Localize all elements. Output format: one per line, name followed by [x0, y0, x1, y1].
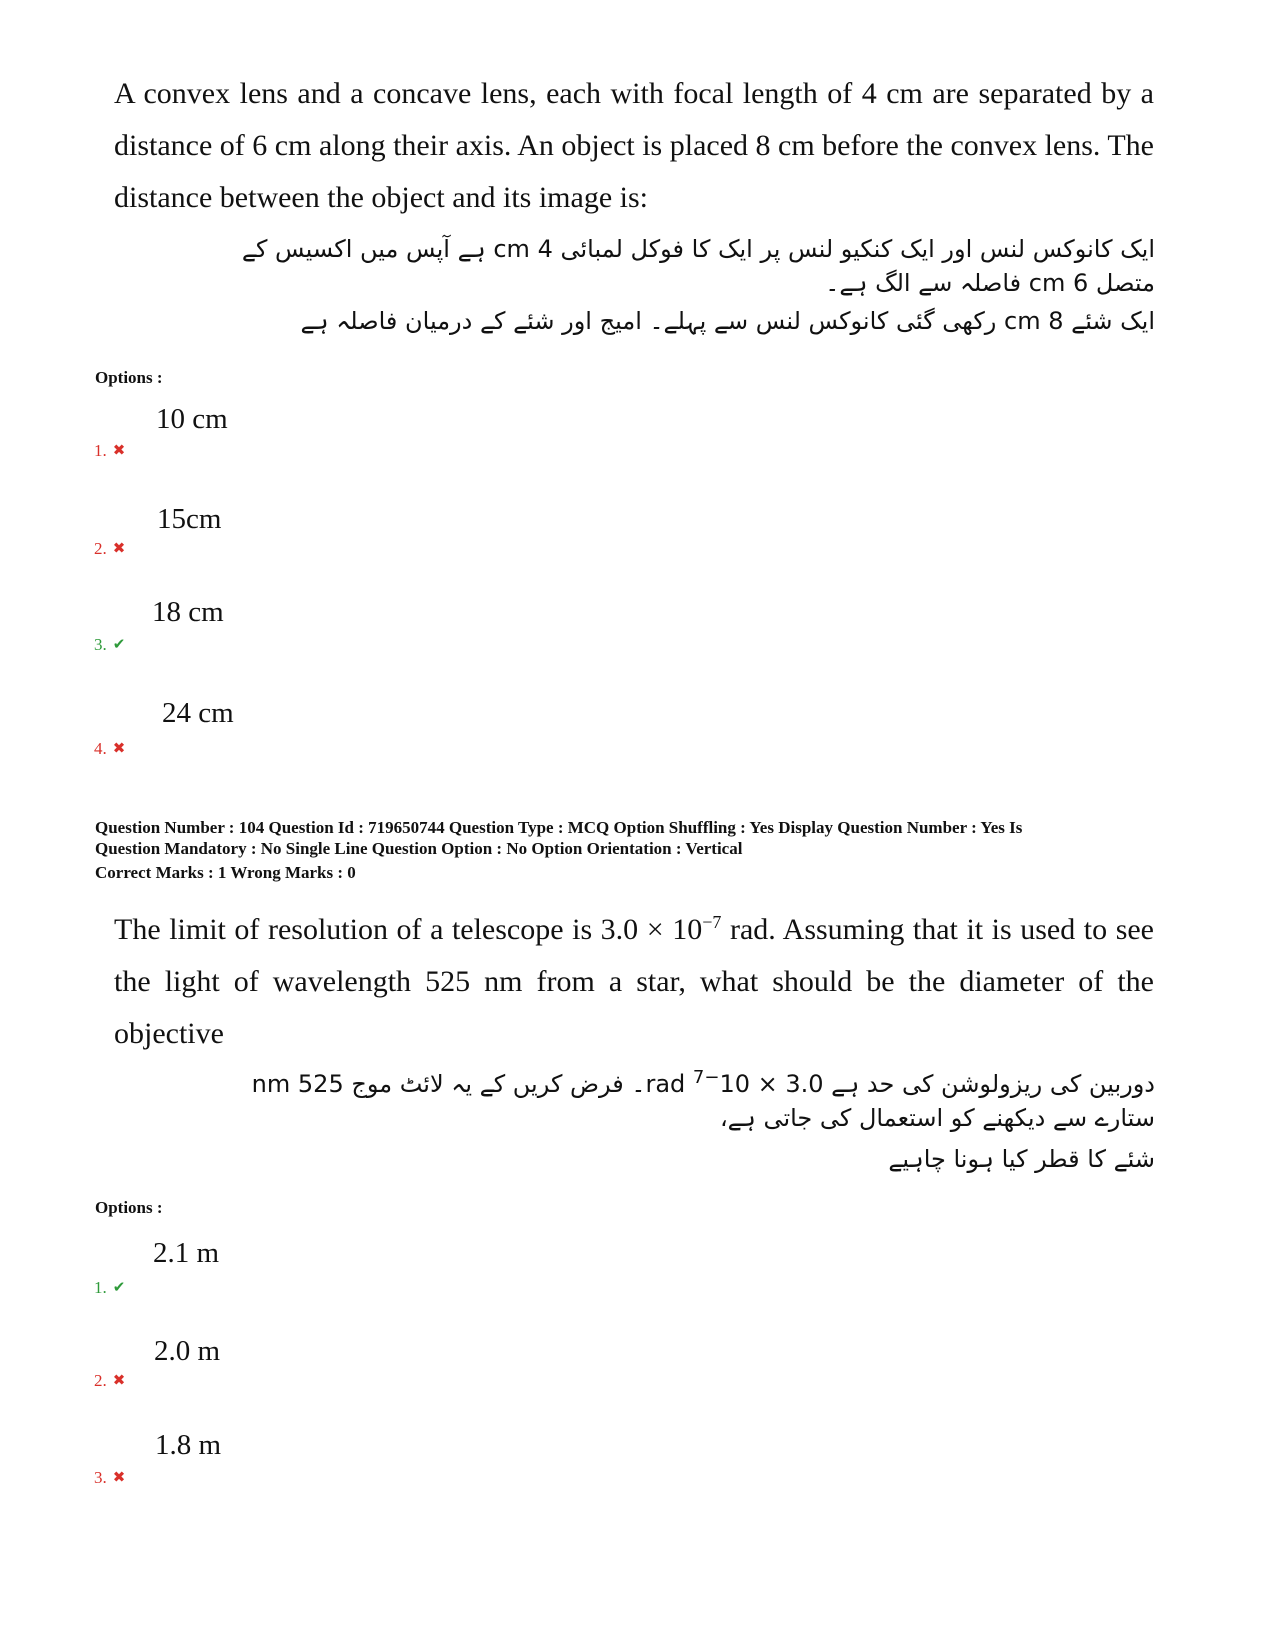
question-text-part: rad. Assuming that it is used to see the light of wavelength 525 nm from a star, what should be the diameter of the objective — [114, 913, 1154, 1050]
cross-mark-icon: ✖ — [112, 741, 126, 757]
option-text: 2.0 m — [154, 1335, 221, 1367]
question-104-marks: Correct Marks : 1 Wrong Marks : 0 — [95, 863, 356, 882]
cross-mark-icon: ✖ — [112, 443, 126, 459]
check-mark-icon: ✔ — [112, 1280, 126, 1296]
question-104-urdu-line-2: شئے کا قطر کیا ہونا چاہیے — [888, 1145, 1155, 1173]
cross-mark-icon: ✖ — [112, 1373, 126, 1389]
option-number: 2. ✖ — [94, 539, 126, 558]
question-103-urdu-line-2: ایک شئے 8 cm رکھی گئی کانوکس لنس سے پہلے۔ امیج اور شئے کے درمیان فاصلہ ہے — [300, 307, 1155, 335]
question-meta-line-1: Question Number : 104 Question Id : 719650744 Question Type : MCQ Option Shuffling : Yes Display Question Number : Yes Is — [95, 818, 1023, 837]
question-104-urdu-line-1 — [195, 1067, 1155, 1135]
option-text: 18 cm — [152, 596, 224, 628]
option-number: 1. ✖ — [94, 441, 126, 460]
option-text: 10 cm — [156, 403, 228, 435]
urdu-exponent: −7 — [692, 1067, 720, 1088]
cross-mark-icon: ✖ — [112, 1470, 126, 1486]
option-text: 1.8 m — [155, 1429, 222, 1461]
option-number: 2. ✖ — [94, 1371, 126, 1390]
question-104-meta — [95, 817, 1195, 859]
question-meta-line-2: Question Mandatory : No Single Line Question Option : No Option Orientation : Vertical — [95, 839, 743, 858]
option-number: 1. ✔ — [94, 1278, 126, 1297]
urdu-text-part: rad۔ فرض کریں کے یہ لائٹ موج 525 nm ستارے سے دیکھنے کو استعمال کی جاتی ہے، — [251, 1070, 1155, 1132]
question-104-text — [114, 904, 1154, 1060]
option-text: 15cm — [157, 503, 222, 535]
option-text: 24 cm — [162, 697, 234, 729]
cross-mark-icon: ✖ — [112, 541, 126, 557]
options-label: Options : — [95, 1198, 163, 1217]
option-number: 3. ✔ — [94, 635, 126, 654]
option-number: 4. ✖ — [94, 739, 126, 758]
question-text-part: The limit of resolution of a telescope is 3.0 × 10 — [114, 913, 703, 946]
option-number: 3. ✖ — [94, 1468, 126, 1487]
urdu-text-part: دوربین کی ریزولوشن کی حد ہے 3.0 × 10 — [719, 1070, 1155, 1098]
options-label: Options : — [95, 368, 163, 387]
question-exponent: −7 — [702, 912, 722, 932]
question-103-urdu-line-1: ایک کانوکس لنس اور ایک کنکیو لنس پر ایک کا فوکل لمبائی 4 cm ہے آپس میں اکسیس کے متصل 6 cm فاصلہ سے الگ ہے۔ — [241, 235, 1155, 297]
check-mark-icon: ✔ — [112, 637, 126, 653]
question-103-text: A convex lens and a concave lens, each with focal length of 4 cm are separated by a distance of 6 cm along their axis. An object is placed 8 cm before the convex lens. The distance between the object and its image is: — [114, 77, 1154, 214]
option-text: 2.1 m — [153, 1237, 220, 1269]
